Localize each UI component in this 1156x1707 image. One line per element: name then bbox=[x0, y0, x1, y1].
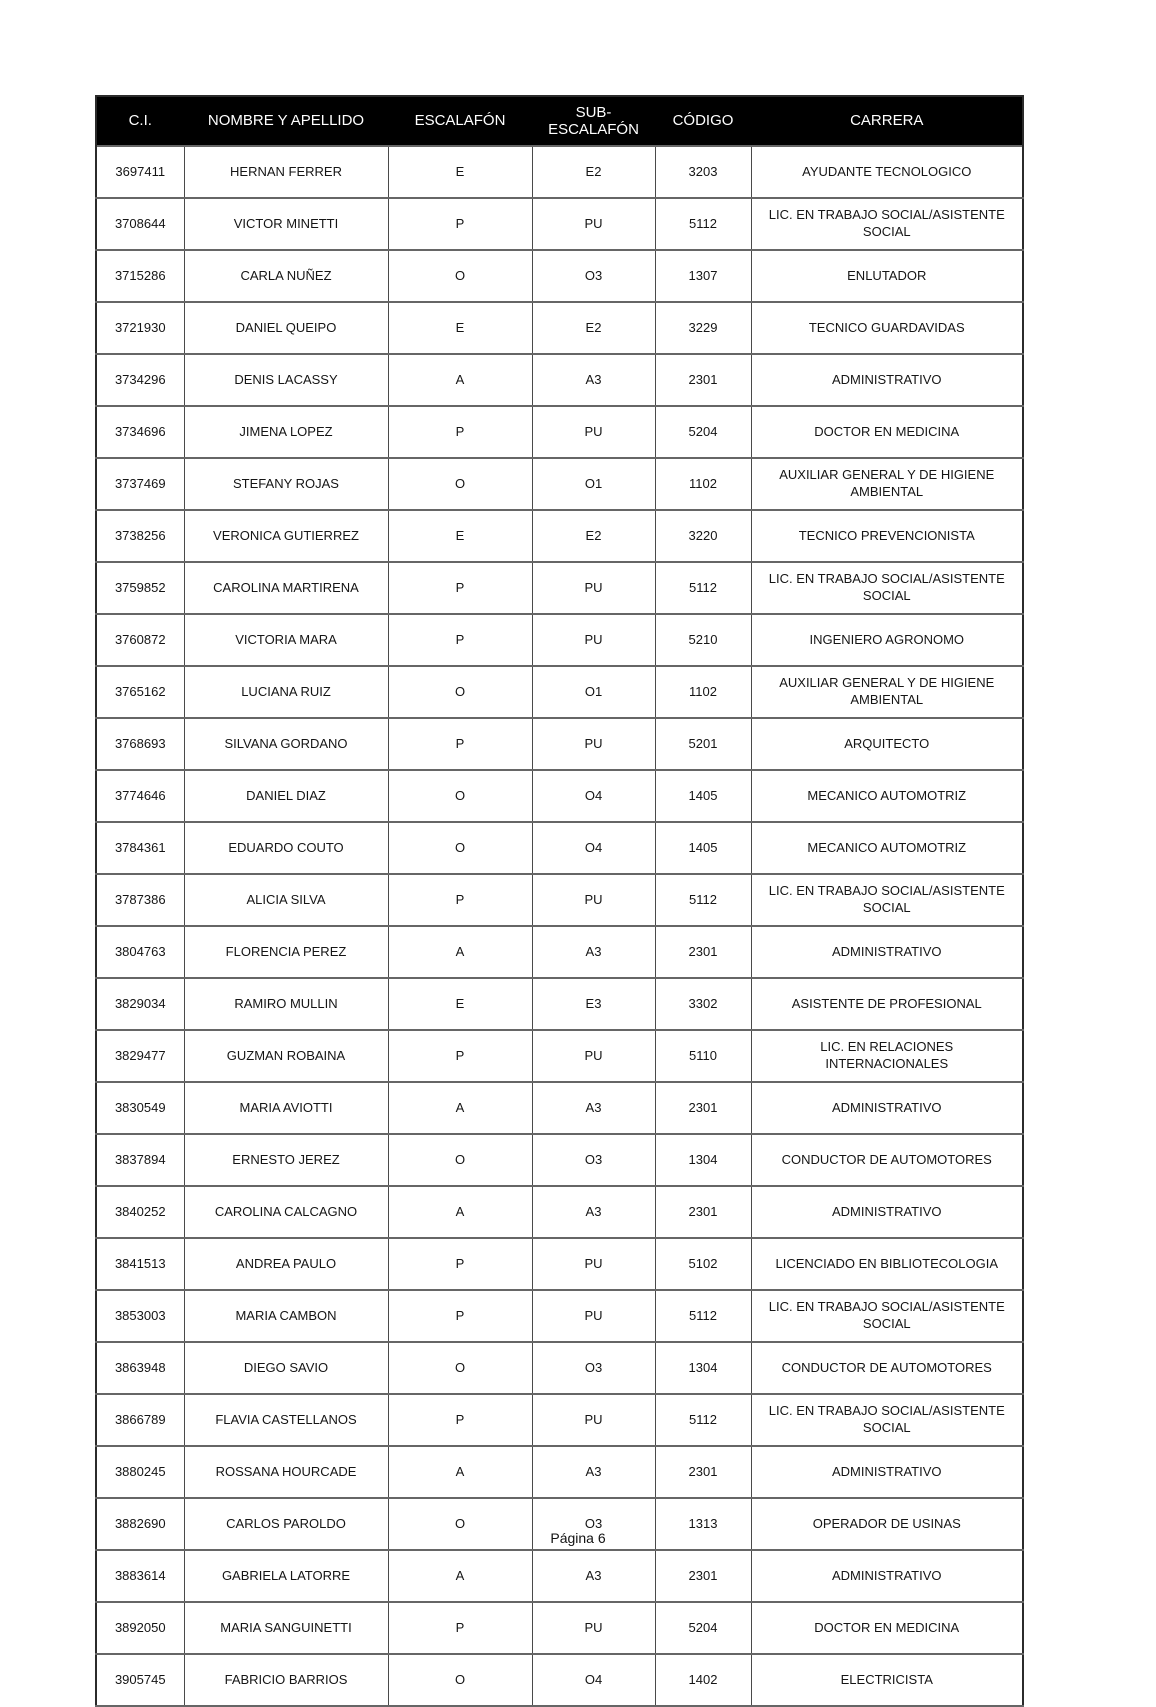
cell-ci: 3840252 bbox=[96, 1186, 184, 1238]
cell-codigo: 5112 bbox=[655, 198, 751, 250]
cell-codigo: 2301 bbox=[655, 1082, 751, 1134]
cell-sub-escalafon: O3 bbox=[532, 1498, 655, 1550]
cell-codigo: 5112 bbox=[655, 562, 751, 614]
table-row bbox=[96, 770, 1023, 822]
cell-carrera: MECANICO AUTOMOTRIZ bbox=[751, 770, 1023, 822]
cell-sub-escalafon: O1 bbox=[532, 666, 655, 718]
table-row bbox=[96, 1446, 1023, 1498]
cell-ci: 3787386 bbox=[96, 874, 184, 926]
cell-carrera: AUXILIAR GENERAL Y DE HIGIENE AMBIENTAL bbox=[751, 458, 1023, 510]
column-header-carrera: CARRERA bbox=[751, 96, 1023, 146]
cell-nombre: CARLA NUÑEZ bbox=[184, 250, 388, 302]
cell-ci: 3721930 bbox=[96, 302, 184, 354]
cell-carrera: ELECTRICISTA bbox=[751, 1654, 1023, 1706]
cell-carrera: LIC. EN TRABAJO SOCIAL/ASISTENTE SOCIAL bbox=[751, 1290, 1023, 1342]
cell-carrera: TECNICO PREVENCIONISTA bbox=[751, 510, 1023, 562]
cell-codigo: 5102 bbox=[655, 1238, 751, 1290]
cell-escalafon: O bbox=[388, 250, 532, 302]
cell-ci: 3715286 bbox=[96, 250, 184, 302]
cell-codigo: 5112 bbox=[655, 874, 751, 926]
cell-carrera: ADMINISTRATIVO bbox=[751, 354, 1023, 406]
cell-nombre: VICTORIA MARA bbox=[184, 614, 388, 666]
cell-carrera: LIC. EN RELACIONES INTERNACIONALES bbox=[751, 1030, 1023, 1082]
cell-nombre: LUCIANA RUIZ bbox=[184, 666, 388, 718]
cell-ci: 3866789 bbox=[96, 1394, 184, 1446]
cell-sub-escalafon: PU bbox=[532, 1290, 655, 1342]
cell-nombre: MARIA AVIOTTI bbox=[184, 1082, 388, 1134]
cell-escalafon: P bbox=[388, 1394, 532, 1446]
cell-sub-escalafon: E2 bbox=[532, 510, 655, 562]
cell-ci: 3830549 bbox=[96, 1082, 184, 1134]
cell-sub-escalafon: PU bbox=[532, 562, 655, 614]
cell-carrera: INGENIERO AGRONOMO bbox=[751, 614, 1023, 666]
cell-escalafon: A bbox=[388, 1186, 532, 1238]
cell-codigo: 1102 bbox=[655, 458, 751, 510]
table-row bbox=[96, 1290, 1023, 1342]
table-row bbox=[96, 1186, 1023, 1238]
cell-carrera: LIC. EN TRABAJO SOCIAL/ASISTENTE SOCIAL bbox=[751, 562, 1023, 614]
cell-escalafon: O bbox=[388, 770, 532, 822]
cell-codigo: 1313 bbox=[655, 1498, 751, 1550]
cell-escalafon: P bbox=[388, 1290, 532, 1342]
cell-ci: 3837894 bbox=[96, 1134, 184, 1186]
cell-sub-escalafon: A3 bbox=[532, 926, 655, 978]
cell-sub-escalafon: PU bbox=[532, 1394, 655, 1446]
cell-codigo: 2301 bbox=[655, 1446, 751, 1498]
cell-nombre: CAROLINA CALCAGNO bbox=[184, 1186, 388, 1238]
table-row bbox=[96, 874, 1023, 926]
table-row bbox=[96, 978, 1023, 1030]
table-row bbox=[96, 1654, 1023, 1706]
cell-nombre: STEFANY ROJAS bbox=[184, 458, 388, 510]
cell-escalafon: O bbox=[388, 458, 532, 510]
cell-ci: 3882690 bbox=[96, 1498, 184, 1550]
table-row bbox=[96, 1342, 1023, 1394]
cell-ci: 3804763 bbox=[96, 926, 184, 978]
table-row bbox=[96, 458, 1023, 510]
cell-carrera: DOCTOR EN MEDICINA bbox=[751, 1602, 1023, 1654]
cell-codigo: 5210 bbox=[655, 614, 751, 666]
cell-escalafon: P bbox=[388, 198, 532, 250]
cell-escalafon: P bbox=[388, 562, 532, 614]
cell-codigo: 2301 bbox=[655, 926, 751, 978]
cell-nombre: ROSSANA HOURCADE bbox=[184, 1446, 388, 1498]
cell-sub-escalafon: E3 bbox=[532, 978, 655, 1030]
cell-escalafon: O bbox=[388, 1342, 532, 1394]
cell-ci: 3880245 bbox=[96, 1446, 184, 1498]
cell-nombre: RAMIRO MULLIN bbox=[184, 978, 388, 1030]
table-row bbox=[96, 302, 1023, 354]
cell-carrera: AUXILIAR GENERAL Y DE HIGIENE AMBIENTAL bbox=[751, 666, 1023, 718]
cell-codigo: 1405 bbox=[655, 770, 751, 822]
table-row bbox=[96, 562, 1023, 614]
cell-codigo: 3229 bbox=[655, 302, 751, 354]
cell-ci: 3829034 bbox=[96, 978, 184, 1030]
cell-nombre: EDUARDO COUTO bbox=[184, 822, 388, 874]
table-row bbox=[96, 718, 1023, 770]
cell-sub-escalafon: A3 bbox=[532, 1446, 655, 1498]
table-row bbox=[96, 1602, 1023, 1654]
cell-escalafon: P bbox=[388, 1030, 532, 1082]
cell-nombre: JIMENA LOPEZ bbox=[184, 406, 388, 458]
cell-carrera: LICENCIADO EN BIBLIOTECOLOGIA bbox=[751, 1238, 1023, 1290]
column-header-ci: C.I. bbox=[96, 96, 184, 146]
cell-escalafon: P bbox=[388, 874, 532, 926]
cell-nombre: SILVANA GORDANO bbox=[184, 718, 388, 770]
column-header-nombre: NOMBRE Y APELLIDO bbox=[184, 96, 388, 146]
cell-codigo: 3302 bbox=[655, 978, 751, 1030]
cell-escalafon: P bbox=[388, 406, 532, 458]
cell-nombre: DANIEL DIAZ bbox=[184, 770, 388, 822]
cell-ci: 3760872 bbox=[96, 614, 184, 666]
cell-escalafon: O bbox=[388, 822, 532, 874]
cell-ci: 3734296 bbox=[96, 354, 184, 406]
table-row bbox=[96, 250, 1023, 302]
cell-sub-escalafon: A3 bbox=[532, 1186, 655, 1238]
table-body bbox=[96, 146, 1023, 1706]
cell-escalafon: P bbox=[388, 1238, 532, 1290]
cell-ci: 3892050 bbox=[96, 1602, 184, 1654]
cell-escalafon: O bbox=[388, 1654, 532, 1706]
cell-nombre: GUZMAN ROBAINA bbox=[184, 1030, 388, 1082]
cell-nombre: CAROLINA MARTIRENA bbox=[184, 562, 388, 614]
table-row bbox=[96, 146, 1023, 198]
cell-sub-escalafon: E2 bbox=[532, 302, 655, 354]
cell-nombre: HERNAN FERRER bbox=[184, 146, 388, 198]
cell-carrera: ENLUTADOR bbox=[751, 250, 1023, 302]
cell-nombre: FLAVIA CASTELLANOS bbox=[184, 1394, 388, 1446]
cell-escalafon: P bbox=[388, 1602, 532, 1654]
cell-nombre: ERNESTO JEREZ bbox=[184, 1134, 388, 1186]
table-row bbox=[96, 1082, 1023, 1134]
cell-sub-escalafon: A3 bbox=[532, 1550, 655, 1602]
cell-codigo: 5204 bbox=[655, 1602, 751, 1654]
cell-carrera: CONDUCTOR DE AUTOMOTORES bbox=[751, 1342, 1023, 1394]
cell-nombre: ALICIA SILVA bbox=[184, 874, 388, 926]
cell-codigo: 5110 bbox=[655, 1030, 751, 1082]
cell-nombre: MARIA SANGUINETTI bbox=[184, 1602, 388, 1654]
cell-escalafon: E bbox=[388, 146, 532, 198]
cell-carrera: ARQUITECTO bbox=[751, 718, 1023, 770]
cell-ci: 3765162 bbox=[96, 666, 184, 718]
cell-codigo: 5112 bbox=[655, 1394, 751, 1446]
cell-nombre: VERONICA GUTIERREZ bbox=[184, 510, 388, 562]
cell-sub-escalafon: A3 bbox=[532, 1082, 655, 1134]
cell-sub-escalafon: A3 bbox=[532, 354, 655, 406]
cell-escalafon: P bbox=[388, 718, 532, 770]
cell-nombre: CARLOS PAROLDO bbox=[184, 1498, 388, 1550]
cell-nombre: GABRIELA LATORRE bbox=[184, 1550, 388, 1602]
cell-carrera: LIC. EN TRABAJO SOCIAL/ASISTENTE SOCIAL bbox=[751, 874, 1023, 926]
cell-sub-escalafon: PU bbox=[532, 1238, 655, 1290]
cell-nombre: VICTOR MINETTI bbox=[184, 198, 388, 250]
cell-nombre: MARIA CAMBON bbox=[184, 1290, 388, 1342]
cell-sub-escalafon: O1 bbox=[532, 458, 655, 510]
cell-ci: 3738256 bbox=[96, 510, 184, 562]
cell-carrera: LIC. EN TRABAJO SOCIAL/ASISTENTE SOCIAL bbox=[751, 198, 1023, 250]
cell-ci: 3697411 bbox=[96, 146, 184, 198]
cell-sub-escalafon: PU bbox=[532, 198, 655, 250]
cell-carrera: ADMINISTRATIVO bbox=[751, 1550, 1023, 1602]
cell-nombre: DIEGO SAVIO bbox=[184, 1342, 388, 1394]
cell-escalafon: A bbox=[388, 1550, 532, 1602]
table-row bbox=[96, 1238, 1023, 1290]
cell-carrera: DOCTOR EN MEDICINA bbox=[751, 406, 1023, 458]
cell-nombre: ANDREA PAULO bbox=[184, 1238, 388, 1290]
cell-ci: 3853003 bbox=[96, 1290, 184, 1342]
column-header-sub-escalafon: SUB-ESCALAFÓN bbox=[532, 96, 655, 146]
cell-ci: 3759852 bbox=[96, 562, 184, 614]
cell-escalafon: A bbox=[388, 1082, 532, 1134]
cell-ci: 3734696 bbox=[96, 406, 184, 458]
cell-ci: 3863948 bbox=[96, 1342, 184, 1394]
cell-ci: 3905745 bbox=[96, 1654, 184, 1706]
cell-carrera: ADMINISTRATIVO bbox=[751, 1446, 1023, 1498]
cell-sub-escalafon: PU bbox=[532, 1030, 655, 1082]
cell-nombre: DENIS LACASSY bbox=[184, 354, 388, 406]
cell-carrera: TECNICO GUARDAVIDAS bbox=[751, 302, 1023, 354]
cell-sub-escalafon: O4 bbox=[532, 770, 655, 822]
table-row bbox=[96, 1134, 1023, 1186]
staff-roster-table bbox=[95, 95, 1024, 1707]
cell-codigo: 2301 bbox=[655, 1550, 751, 1602]
cell-sub-escalafon: PU bbox=[532, 406, 655, 458]
column-header-escalafon: ESCALAFÓN bbox=[388, 96, 532, 146]
cell-escalafon: O bbox=[388, 666, 532, 718]
cell-ci: 3737469 bbox=[96, 458, 184, 510]
table-row bbox=[96, 198, 1023, 250]
cell-sub-escalafon: O3 bbox=[532, 1134, 655, 1186]
cell-ci: 3768693 bbox=[96, 718, 184, 770]
cell-carrera: ADMINISTRATIVO bbox=[751, 1082, 1023, 1134]
cell-codigo: 1405 bbox=[655, 822, 751, 874]
cell-carrera: ASISTENTE DE PROFESIONAL bbox=[751, 978, 1023, 1030]
header-row bbox=[96, 96, 1023, 146]
cell-sub-escalafon: O4 bbox=[532, 1654, 655, 1706]
table-header bbox=[96, 96, 1023, 146]
cell-codigo: 5201 bbox=[655, 718, 751, 770]
cell-escalafon: A bbox=[388, 926, 532, 978]
cell-codigo: 2301 bbox=[655, 354, 751, 406]
table-row bbox=[96, 822, 1023, 874]
cell-escalafon: A bbox=[388, 1446, 532, 1498]
cell-sub-escalafon: E2 bbox=[532, 146, 655, 198]
cell-escalafon: E bbox=[388, 302, 532, 354]
cell-nombre: DANIEL QUEIPO bbox=[184, 302, 388, 354]
cell-codigo: 5204 bbox=[655, 406, 751, 458]
cell-carrera: AYUDANTE TECNOLOGICO bbox=[751, 146, 1023, 198]
cell-codigo: 3203 bbox=[655, 146, 751, 198]
cell-ci: 3784361 bbox=[96, 822, 184, 874]
table-row bbox=[96, 666, 1023, 718]
cell-sub-escalafon: PU bbox=[532, 874, 655, 926]
cell-escalafon: P bbox=[388, 614, 532, 666]
cell-codigo: 2301 bbox=[655, 1186, 751, 1238]
table-row bbox=[96, 926, 1023, 978]
cell-codigo: 5112 bbox=[655, 1290, 751, 1342]
cell-codigo: 1307 bbox=[655, 250, 751, 302]
table-row bbox=[96, 354, 1023, 406]
table-row bbox=[96, 1550, 1023, 1602]
page-number: Página 6 bbox=[550, 1530, 606, 1546]
cell-carrera: LIC. EN TRABAJO SOCIAL/ASISTENTE SOCIAL bbox=[751, 1394, 1023, 1446]
cell-escalafon: O bbox=[388, 1134, 532, 1186]
table-row bbox=[96, 406, 1023, 458]
cell-sub-escalafon: O3 bbox=[532, 250, 655, 302]
cell-nombre: FLORENCIA PEREZ bbox=[184, 926, 388, 978]
cell-codigo: 1304 bbox=[655, 1342, 751, 1394]
cell-sub-escalafon: PU bbox=[532, 718, 655, 770]
cell-carrera: OPERADOR DE USINAS bbox=[751, 1498, 1023, 1550]
cell-carrera: CONDUCTOR DE AUTOMOTORES bbox=[751, 1134, 1023, 1186]
cell-escalafon: O bbox=[388, 1498, 532, 1550]
cell-escalafon: E bbox=[388, 978, 532, 1030]
cell-sub-escalafon: O3 bbox=[532, 1342, 655, 1394]
cell-sub-escalafon: O4 bbox=[532, 822, 655, 874]
cell-codigo: 1402 bbox=[655, 1654, 751, 1706]
cell-ci: 3829477 bbox=[96, 1030, 184, 1082]
cell-escalafon: E bbox=[388, 510, 532, 562]
cell-ci: 3774646 bbox=[96, 770, 184, 822]
cell-escalafon: A bbox=[388, 354, 532, 406]
cell-ci: 3841513 bbox=[96, 1238, 184, 1290]
cell-ci: 3883614 bbox=[96, 1550, 184, 1602]
cell-nombre: FABRICIO BARRIOS bbox=[184, 1654, 388, 1706]
cell-codigo: 1304 bbox=[655, 1134, 751, 1186]
cell-carrera: ADMINISTRATIVO bbox=[751, 1186, 1023, 1238]
cell-ci: 3708644 bbox=[96, 198, 184, 250]
table-row bbox=[96, 614, 1023, 666]
table-row bbox=[96, 1394, 1023, 1446]
cell-sub-escalafon: PU bbox=[532, 614, 655, 666]
cell-codigo: 1102 bbox=[655, 666, 751, 718]
table-row bbox=[96, 510, 1023, 562]
cell-carrera: MECANICO AUTOMOTRIZ bbox=[751, 822, 1023, 874]
cell-sub-escalafon: PU bbox=[532, 1602, 655, 1654]
cell-codigo: 3220 bbox=[655, 510, 751, 562]
cell-carrera: ADMINISTRATIVO bbox=[751, 926, 1023, 978]
column-header-codigo: CÓDIGO bbox=[655, 96, 751, 146]
table-row bbox=[96, 1030, 1023, 1082]
